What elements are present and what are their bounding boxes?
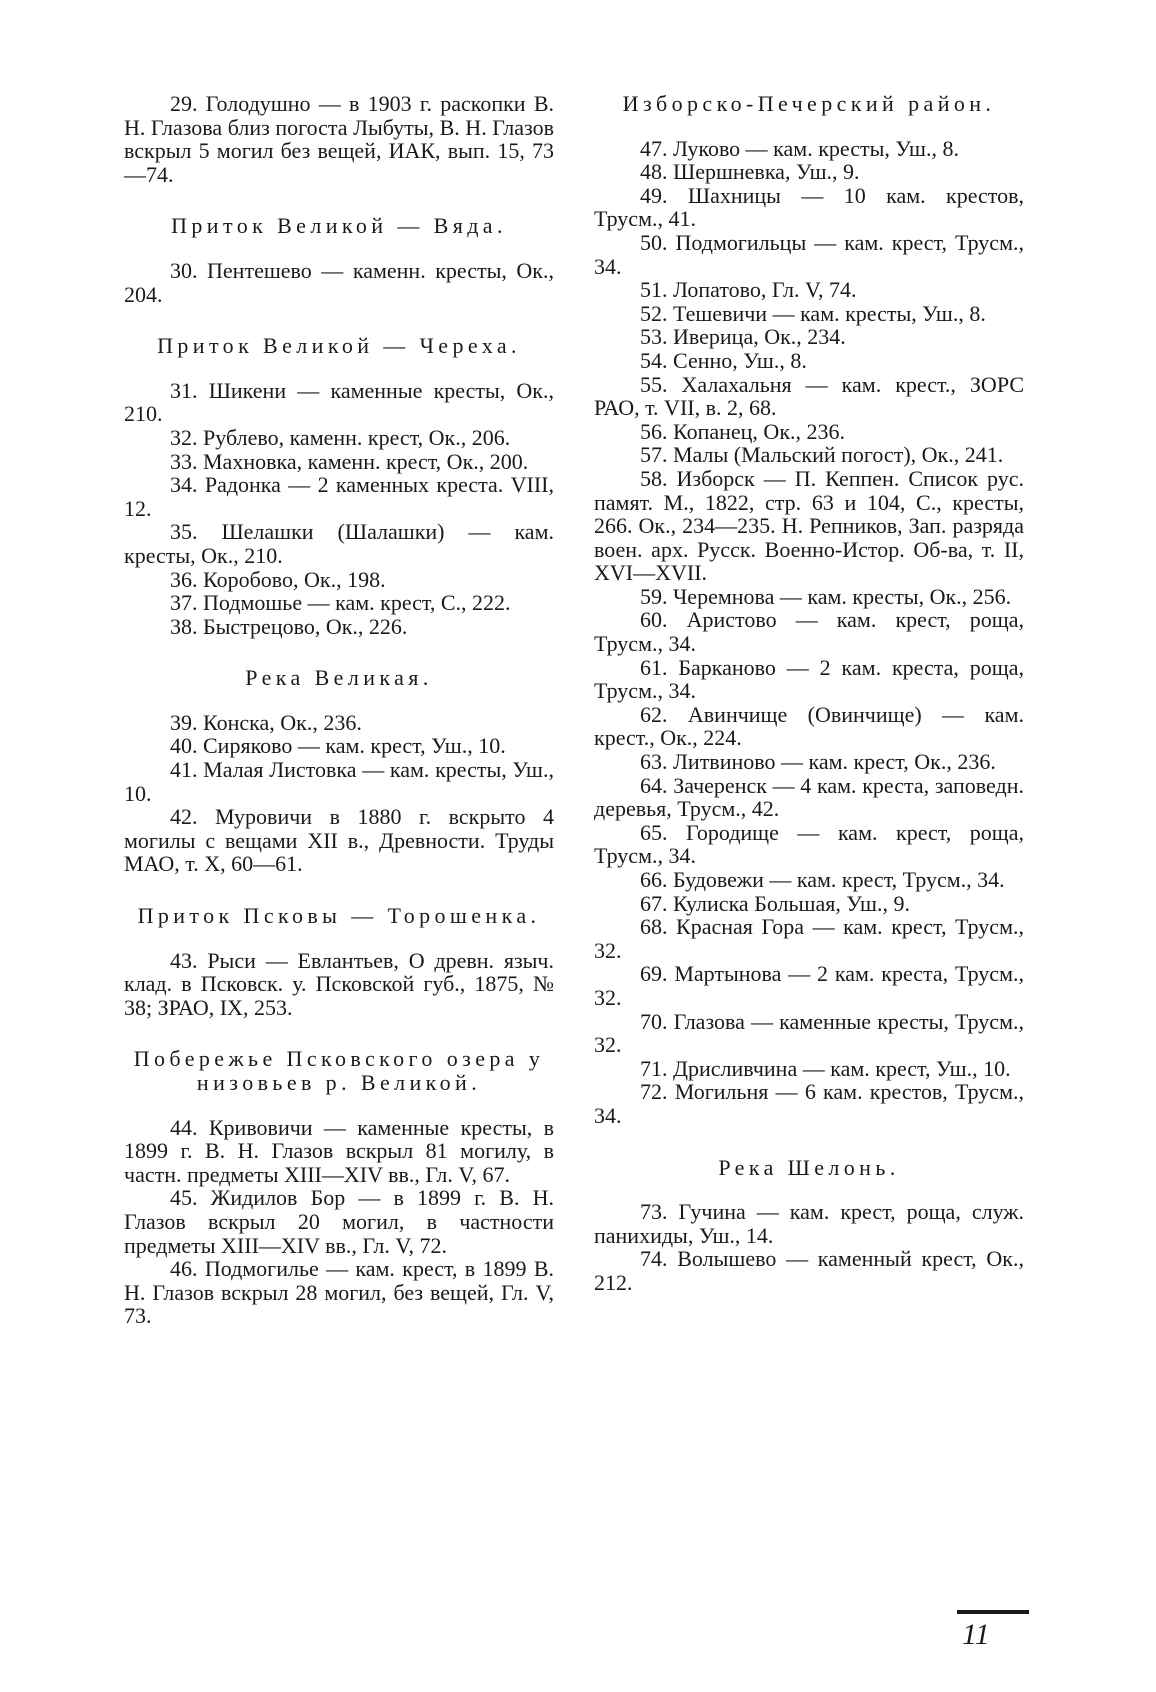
list-entry: 74. Волышево — каменный крест, Ок., 212. [594,1246,1024,1295]
list-entry: 47. Луково — кам. кресты, Уш., 8. [640,135,959,161]
list-entry: 68. Красная Гора — кам. крест, Трусм., 32. [594,914,1024,963]
list-entry: 46. Подмогилье — кам. крест, в 1899 В. Н. Глазов вскрыл 28 могил, без вещей, Гл. V, 73. [124,1256,554,1329]
list-entry: 29. Голодушно — в 1903 г. раскопки В. Н. Глазова близ погоста Лыбуты, В. Н. Глазов вскрыл 5 могил без вещей, ИАК, вып. 15, 73—74. [124,91,554,187]
list-entry: 64. Зачеренск — 4 кам. креста, заповедн. деревья, Трусм., 42. [594,772,1024,822]
list-entry: 31. Шикени — каменные кресты, Ок., 210. [124,377,554,427]
list-entry: 54. Сенно, Уш., 8. [640,347,807,373]
list-entry: 40. Сиряково — кам. крест, Уш., 10. [170,733,506,759]
list-entry: 33. Махновка, каменн. крест, Ок., 200. [170,448,529,474]
list-entry: 35. Шелашки (Шалашки) — кам. кресты, Ок., 210. [124,519,554,568]
section-heading: Побережье Псковского озера у низовьев р. Великой. [133,1046,545,1095]
list-entry: 58. Изборск — П. Кеппен. Список рус. памят. М., 1822, стр. 63 и 104, С., кресты, 266. Ок., 234—235. Н. Репников, Зап. разряда воен. арх. Русск. Военно-Истор. Об-ва, т. II, XVI—XVII. [594,465,1024,586]
section-heading: Река Великая. [245,665,433,691]
list-entry: 43. Рыси — Евлантьев, О древн. языч. клад. в Псковск. у. Псковской губ., 1875, № 38; ЗРАО, IX, 253. [124,947,554,1020]
list-entry: 61. Барканово — 2 кам. креста, роща, Трусм., 34. [594,654,1024,704]
section-heading: Приток Великой — Череха. [157,333,521,359]
list-entry: 36. Коробово, Ок., 198. [170,566,386,592]
list-entry: 50. Подмогильцы — кам. крест, Трусм., 34. [594,229,1024,279]
section-heading: Приток Великой — Вяда. [171,213,507,239]
list-entry: 53. Иверица, Ок., 234. [640,324,846,350]
list-entry: 55. Халахальня — кам. крест., ЗОРС РАО, т. VII, в. 2, 68. [594,371,1024,421]
list-entry: 73. Гучина — кам. крест, роща, служ. панихиды, Уш., 14. [594,1199,1024,1248]
list-entry: 72. Могильня — 6 кам. крестов, Трусм., 34. [594,1079,1024,1128]
list-entry: 52. Тешевичи — кам. кресты, Уш., 8. [640,300,986,326]
list-entry: 69. Мартынова — 2 кам. креста, Трусм., 32. [594,961,1024,1010]
list-entry: 39. Конска, Ок., 236. [170,709,362,735]
list-entry: 37. Подмошье — кам. крест, С., 222. [170,590,511,616]
list-entry: 45. Жидилов Бор — в 1899 г. В. Н. Глазов вскрыл 20 могил, в частности предметы XIII—XIV вв., Гл. V, 72. [124,1185,554,1258]
list-entry: 44. Кривовичи — каменные кресты, в 1899 г. В. Н. Глазов вскрыл 81 могилу, в частн. предметы XIII—XIV вв., Гл. V, 67. [124,1114,554,1187]
section-heading: Приток Псковы — Торошенка. [137,903,541,929]
list-entry: 57. Малы (Мальский погост), Ок., 241. [640,442,1004,468]
section-heading: Изборско-Печерский район. [622,91,996,116]
list-entry: 48. Шершневка, Уш., 9. [640,159,860,185]
list-entry: 63. Литвиново — кам. крест, Ок., 236. [640,749,996,775]
list-entry: 59. Черемнова — кам. кресты, Ок., 256. [640,583,1012,609]
right-column [594,92,1024,1295]
list-entry: 60. Аристово — кам. крест, роща, Трусм., 34. [594,607,1024,657]
list-entry: 32. Рублево, каменн. крест, Ок., 206. [170,424,511,450]
list-entry: 66. Будовежи — кам. крест, Трусм., 34. [640,867,1005,892]
list-entry: 42. Муровичи в 1880 г. вскрыто 4 могилы с вещами XII в., Древности. Труды МАО, т. X, 60—61. [124,804,554,877]
page-number: 11 [962,1618,990,1651]
list-entry: 67. Кулиска Большая, Уш., 9. [640,890,910,916]
footer-rule [957,1610,1029,1614]
list-entry: 62. Авинчище (Овинчище) — кам. крест., Ок., 224. [594,701,1024,751]
list-entry: 51. Лопатово, Гл. V, 74. [640,277,857,303]
list-entry: 65. Городище — кам. крест, роща, Трусм., 34. [594,819,1024,869]
list-entry: 41. Малая Листовка — кам. кресты, Уш., 10. [124,757,554,806]
list-entry: 34. Радонка — 2 каменных креста. VIII, 12. [124,472,554,521]
left-column [124,92,554,1328]
list-entry: 70. Глазова — каменные кресты, Трусм., 32. [594,1008,1024,1058]
list-entry: 38. Быстрецово, Ок., 226. [170,613,408,639]
list-entry: 49. Шахницы — 10 кам. крестов, Трусм., 41. [594,182,1024,232]
list-entry: 30. Пентешево — каменн. кресты, Ок., 204. [124,257,554,307]
list-entry: 71. Дрисливчина — кам. крест, Уш., 10. [640,1055,1011,1081]
list-entry: 56. Копанец, Ок., 236. [640,418,846,444]
section-heading: Река Шелонь. [718,1154,900,1180]
